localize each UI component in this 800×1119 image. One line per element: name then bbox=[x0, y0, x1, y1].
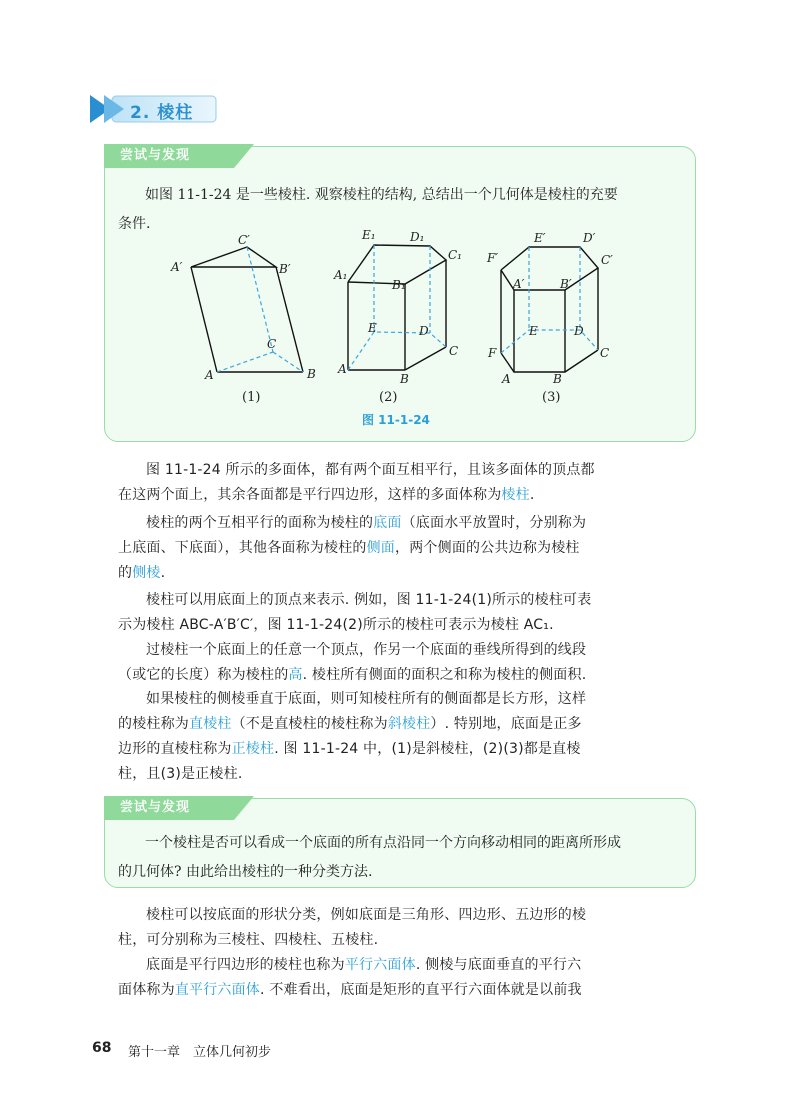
fig2-label-E1: E₁ bbox=[362, 228, 376, 242]
fig2-label-A: A bbox=[338, 362, 347, 376]
paragraph-7: 底面是平行四边形的棱柱也称为平行六面体. 侧棱与底面垂直的平行六 面体称为直平行六面体. 不难看出，底面是矩形的直平行六面体就是以前我 bbox=[118, 957, 582, 998]
term-oblique-prism: 斜棱柱 bbox=[387, 716, 431, 732]
fig3-label-C: C bbox=[600, 346, 610, 360]
fig3-label-A: A bbox=[502, 372, 511, 386]
fig3-label-D: D bbox=[574, 324, 584, 338]
term-lateral-edge: 侧棱 bbox=[132, 565, 161, 581]
fig3-label-B: B bbox=[553, 372, 562, 386]
chapter-title: 第十一章 立体几何初步 bbox=[128, 1045, 272, 1060]
sub-caption-1: (1) bbox=[242, 390, 261, 405]
try-box-2-line-2: 的几何体? 由此给出棱柱的一种分类方法. bbox=[118, 864, 373, 880]
paragraph-3: 棱柱可以用底面上的顶点来表示. 例如，图 11-1-24(1)所示的棱柱可表 示为棱柱 ABC-A′B′C′，图 11-1-24(2)所示的棱柱可表示为棱柱 AC₁. bbox=[118, 592, 592, 633]
fig3-label-Cp: C′ bbox=[601, 253, 613, 267]
try-box-2-label: 尝试与发现 bbox=[120, 800, 191, 815]
term-base: 底面 bbox=[373, 515, 402, 531]
sub-caption-3: (3) bbox=[542, 390, 561, 405]
try-box-1-line-2: 条件. bbox=[118, 216, 151, 232]
fig2-label-B1: B₁ bbox=[392, 278, 406, 292]
term-regular-prism: 正棱柱 bbox=[231, 741, 275, 757]
term-parallelepiped: 平行六面体 bbox=[344, 957, 416, 973]
fig3-label-Ep: E′ bbox=[534, 231, 546, 245]
try-box-1-line-1: 如图 11-1-24 是一些棱柱. 观察棱柱的结构, 总结出一个几何体是棱柱的充要 bbox=[145, 187, 618, 203]
fig1-label-Cp: C′ bbox=[238, 233, 250, 247]
fig3-label-F: F bbox=[488, 346, 497, 360]
fig3-label-Bp: B′ bbox=[560, 277, 572, 291]
fig1-label-Ap: A′ bbox=[171, 260, 183, 274]
p1-line-1: 图 11-1-24 所示的多面体，都有两个面互相平行，且该多面体的顶点都 bbox=[146, 462, 595, 478]
term-lateral-face: 侧面 bbox=[366, 540, 396, 556]
section-title: 2. 棱柱 bbox=[130, 103, 194, 123]
term-prism: 棱柱 bbox=[501, 487, 530, 503]
try-box-1-label: 尝试与发现 bbox=[120, 148, 191, 163]
fig2-label-C1: C₁ bbox=[448, 248, 462, 262]
fig2-label-B: B bbox=[400, 372, 409, 386]
page-number: 68 bbox=[92, 1040, 112, 1056]
paragraph-4: 过棱柱一个底面上的任意一个顶点，作另一个底面的垂线所得到的线段 （或它的长度）称为棱柱的高. 棱柱所有侧面的面积之和称为棱柱的侧面积. bbox=[118, 642, 587, 683]
fig1-label-Bp: B′ bbox=[279, 262, 291, 276]
paragraph-1: 图 11-1-24 所示的多面体，都有两个面互相平行，且该多面体的顶点都 在这两个面上，其余各面都是平行四边形，这样的多面体称为棱柱. bbox=[118, 462, 595, 503]
fig1-label-A: A bbox=[205, 368, 214, 382]
fig2-label-C: C bbox=[449, 344, 459, 358]
term-right-prism: 直棱柱 bbox=[189, 716, 232, 732]
sub-caption-2: (2) bbox=[379, 390, 398, 405]
figure-caption: 图 11-1-24 bbox=[362, 413, 430, 427]
fig1-label-C: C bbox=[267, 337, 277, 351]
fig2-label-E: E bbox=[368, 321, 377, 335]
try-box-2-tab bbox=[104, 796, 254, 820]
term-right-parallelepiped: 直平行六面体 bbox=[174, 982, 261, 998]
fig1-label-B: B bbox=[307, 367, 316, 381]
fig3-label-Ap: A′ bbox=[513, 277, 525, 291]
paragraph-2: 棱柱的两个互相平行的面称为棱柱的底面（底面水平放置时，分别称为 上底面、下底面），其他各面称为棱柱的侧面，两个侧面的公共边称为棱柱 的侧棱. bbox=[118, 515, 587, 581]
prism-3-solid-edges bbox=[501, 247, 598, 372]
fig3-label-E: E bbox=[529, 324, 538, 338]
paragraph-6: 棱柱可以按底面的形状分类，例如底面是三角形、四边形、五边形的棱 柱，可分别称为三棱柱、四棱柱、五棱柱. bbox=[118, 907, 587, 948]
fig2-label-D1: D₁ bbox=[410, 230, 425, 244]
fig3-label-Fp: F′ bbox=[487, 251, 499, 265]
paragraph-5: 如果棱柱的侧棱垂直于底面，则可知棱柱所有的侧面都是长方形，这样 的棱柱称为直棱柱（不是直棱柱的棱柱称为斜棱柱）. 特别地，底面是正多 边形的直棱柱称为正棱柱. 图 11-1-24 中，(1)是斜棱柱，(2)(3)都是直棱 柱，且(3)是正棱柱. bbox=[118, 691, 587, 782]
try-box-2-line-1: 一个棱柱是否可以看成一个底面的所有点沿同一个方向移动相同的距离所形成 bbox=[145, 835, 621, 851]
prism-2-solid-edges bbox=[348, 245, 446, 370]
term-height: 高 bbox=[288, 667, 303, 683]
fig2-label-A1: A₁ bbox=[334, 268, 348, 282]
prism-2-hidden-edges bbox=[348, 245, 446, 370]
fig3-label-Dp: D′ bbox=[583, 231, 596, 245]
fig2-label-D: D bbox=[419, 324, 429, 338]
